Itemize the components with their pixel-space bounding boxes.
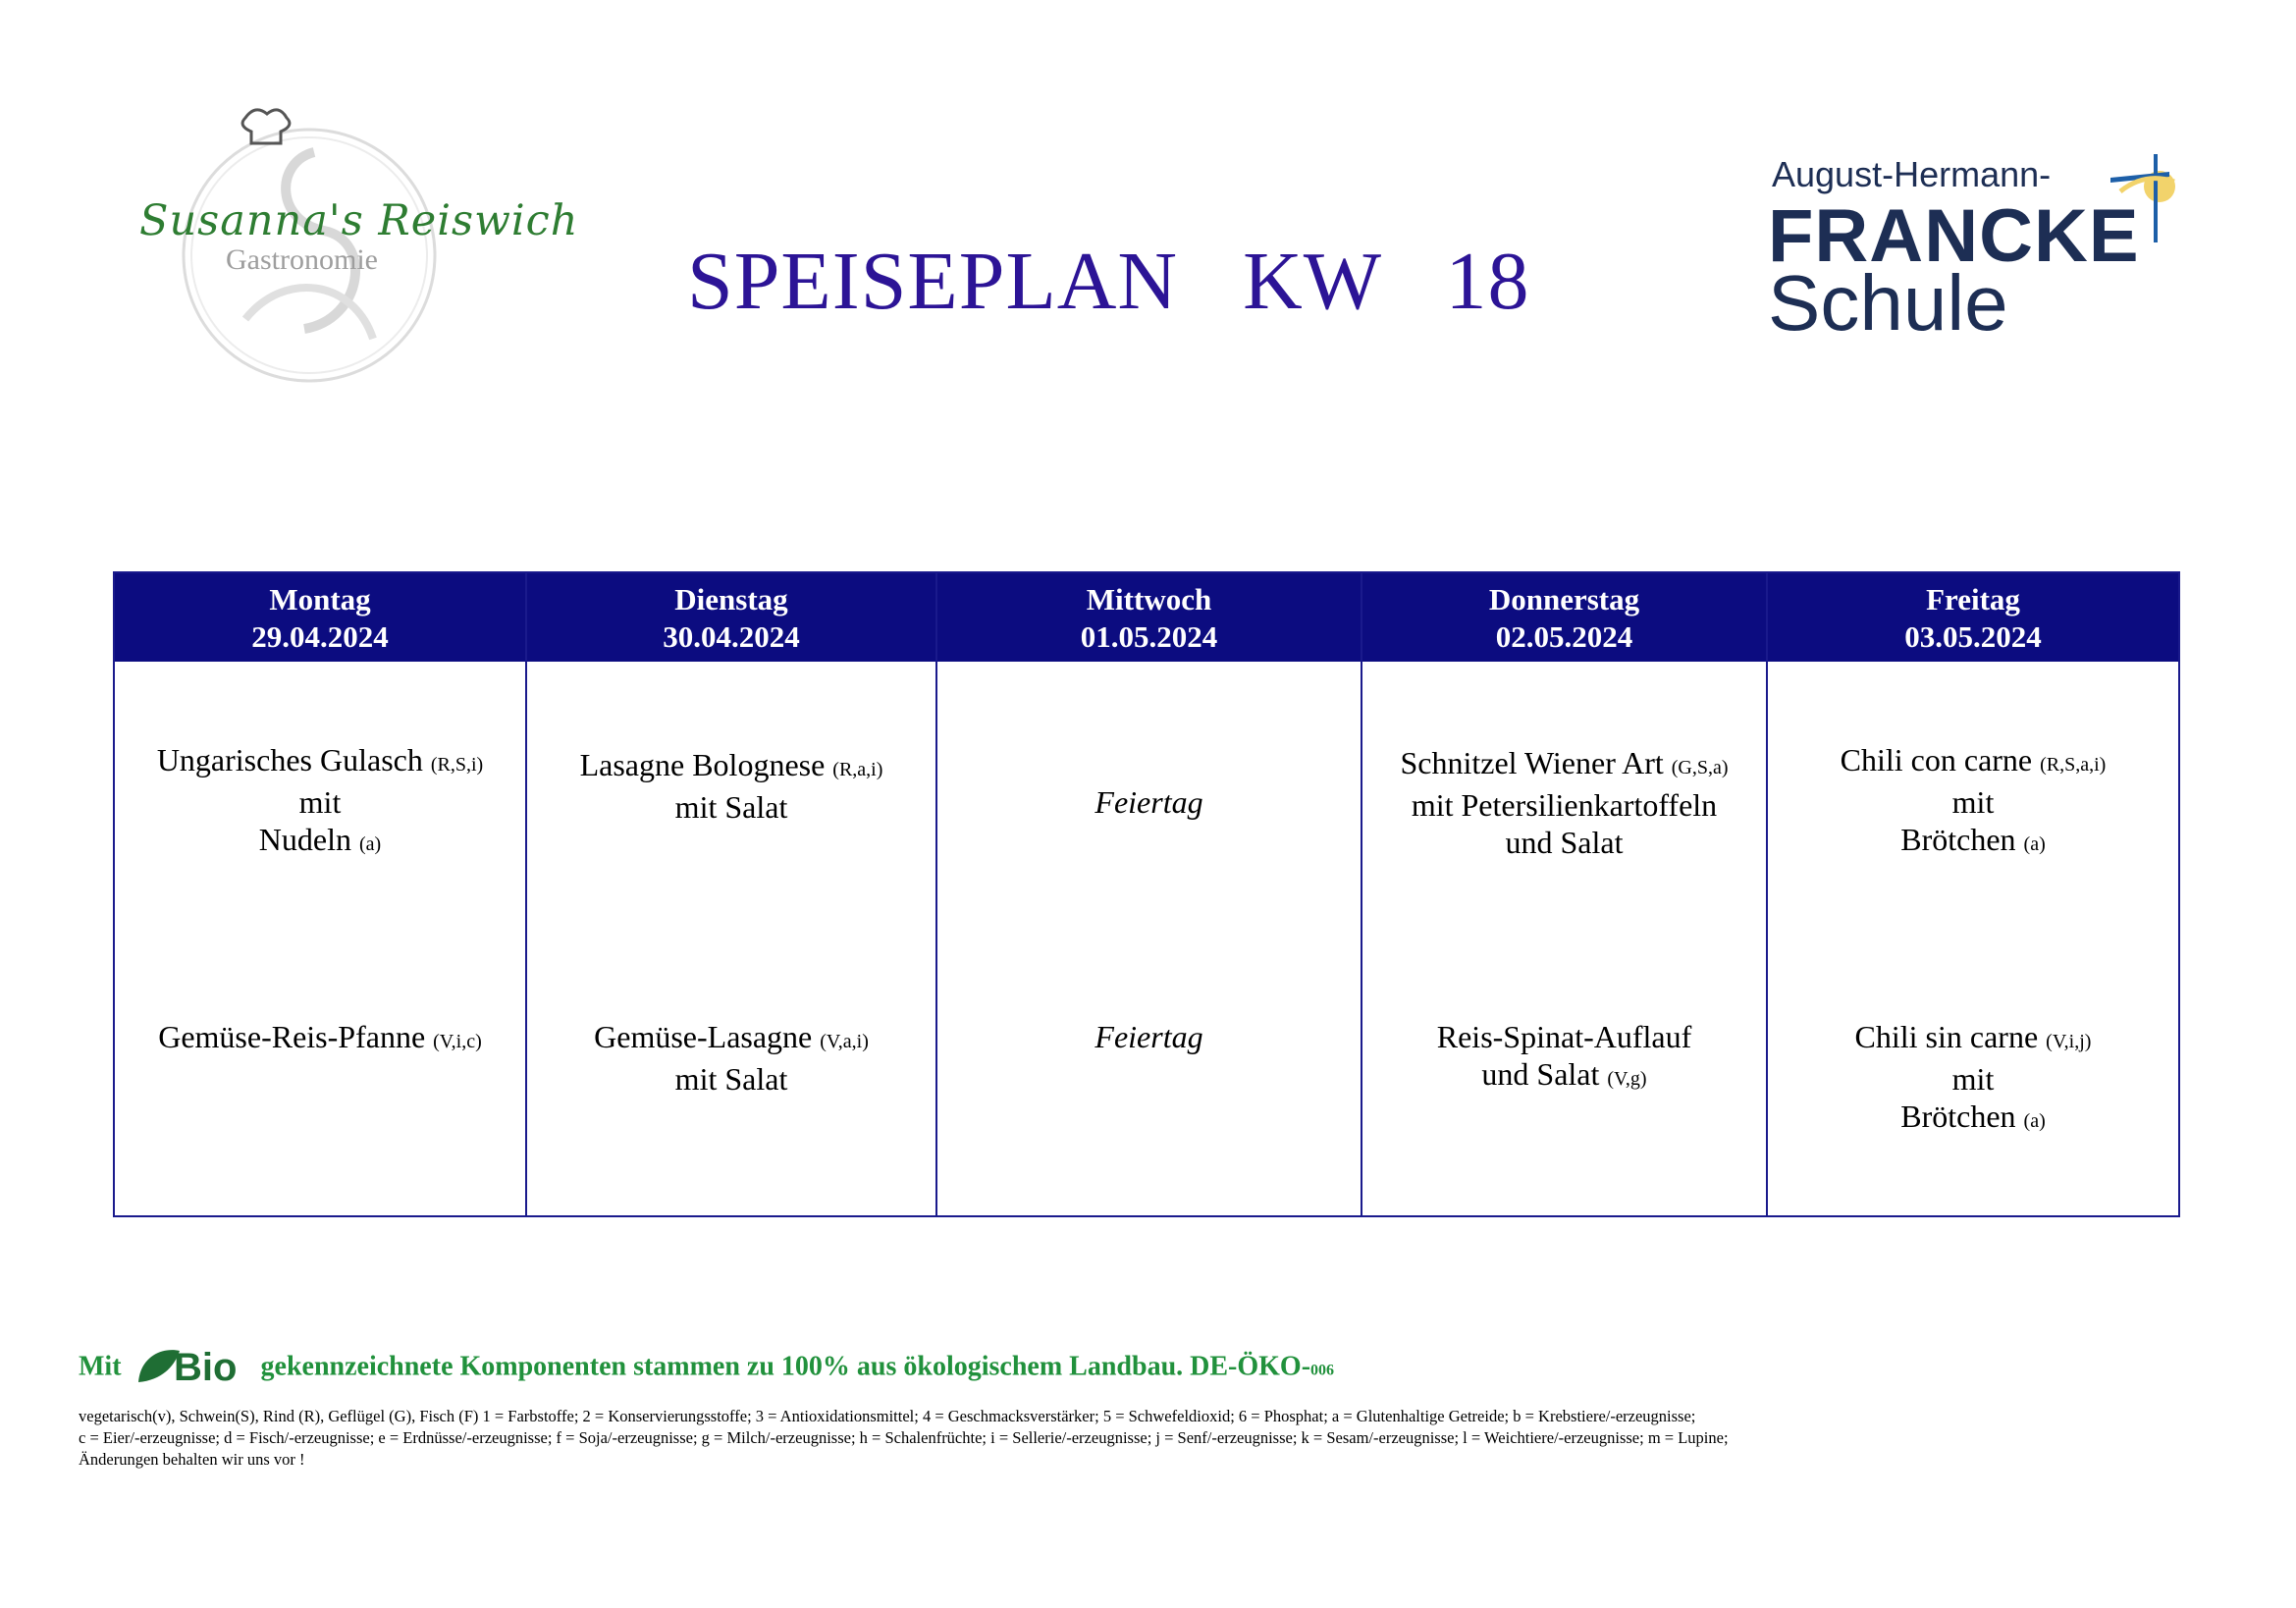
meal-text: Gemüse-Reis-Pfanne (158, 1019, 426, 1054)
allergen-legend (79, 1406, 1729, 1471)
meal-cell-wednesday (937, 662, 1362, 942)
day-name: Mittwoch (1086, 582, 1212, 616)
meal-text: Nudeln (258, 822, 351, 857)
legend-line: vegetarisch(v), Schwein(S), Rind (R), Geflügel (G), Fisch (F) 1 = Farbstoffe; 2 = Konservierungsstoffe; 3 = Antioxidationsmittel; 4 = Geschmacksverstärker; 5 = Schwefeldioxid; 6 = Phosphat; a = Glutenhaltige Getreide; b = Krebstiere/-erzeugnisse; (79, 1407, 1696, 1425)
meal-cell-monday (115, 662, 527, 942)
meal-text: Brötchen (1900, 822, 2016, 857)
allergen-code: (a) (359, 833, 382, 855)
bio-logo-text: Bio (173, 1346, 237, 1386)
allergen-code: (R,S,i) (430, 754, 484, 776)
header-day-wednesday (937, 573, 1362, 662)
header-day-tuesday (527, 573, 937, 662)
meal-text: mit (1951, 1061, 1995, 1097)
meal-cell-monday (115, 942, 527, 1217)
bio-code: 006 (1310, 1362, 1335, 1379)
meal-cell-tuesday (527, 662, 937, 942)
day-name: Freitag (1926, 582, 2020, 616)
day-date: 03.05.2024 (1904, 619, 2042, 654)
meal-cell-tuesday (527, 942, 937, 1217)
bio-prefix: Mit (79, 1351, 122, 1382)
meal-cell-thursday (1362, 662, 1768, 942)
day-date: 01.05.2024 (1080, 619, 1218, 654)
bio-text: gekennzeichnete Komponenten stammen zu 100% aus ökologischem Landbau. DE-ÖKO- (260, 1351, 1311, 1382)
day-name: Dienstag (674, 582, 788, 616)
francke-schule-logo (1768, 152, 2204, 347)
day-date: 30.04.2024 (663, 619, 800, 654)
logo-sub-text: Gastronomie (226, 243, 378, 276)
bio-notice (79, 1343, 1334, 1394)
allergen-code: (V,a,i) (820, 1031, 869, 1052)
allergen-code: (V,g) (1607, 1068, 1647, 1090)
day-date: 29.04.2024 (251, 619, 389, 654)
page-title: SPEISEPLAN KW 18 (687, 236, 1530, 327)
meal-text: Lasagne Bolognese (579, 747, 826, 782)
allergen-code: (V,i,c) (433, 1031, 482, 1052)
logo-brand-text: Susanna's Reiswich (139, 196, 579, 245)
meal-text: Brötchen (1900, 1099, 2016, 1134)
meal-cell-friday (1768, 942, 2178, 1217)
meal-text: und Salat (1505, 824, 1624, 860)
meal-text: und Salat (1481, 1056, 1600, 1092)
legend-line: c = Eier/-erzeugnisse; d = Fisch/-erzeugnisse; e = Erdnüsse/-erzeugnisse; f = Soja/-erzeugnisse; g = Milch/-erzeugnisse; h = Schalenfrüchte; i = Sellerie/-erzeugnisse; j = Senf/-erzeugnisse; k = Sesam/-erzeugnisse; l = Weichtiere/-erzeugnisse; m = Lupine; (79, 1428, 1729, 1447)
holiday-text: Feiertag (1095, 1019, 1203, 1054)
legend-line: Änderungen behalten wir uns vor ! (79, 1450, 305, 1469)
header-day-thursday (1362, 573, 1768, 662)
allergen-code: (R,S,a,i) (2040, 754, 2107, 776)
header-day-monday (115, 573, 527, 662)
day-name: Montag (269, 582, 371, 616)
menu-table (113, 571, 2180, 1217)
meal-text: Chili con carne (1840, 742, 2033, 777)
meal-text: Gemüse-Lasagne (594, 1019, 813, 1054)
day-name: Donnerstag (1488, 582, 1640, 616)
meal-row-2 (115, 942, 2178, 1217)
meal-text: mit Petersilienkartoffeln (1411, 786, 1718, 823)
allergen-code: (R,a,i) (832, 759, 883, 780)
meal-text: Schnitzel Wiener Art (1400, 744, 1664, 780)
meal-text: mit (298, 784, 342, 820)
meal-cell-thursday (1362, 942, 1768, 1217)
cross-emblem-icon (2110, 152, 2189, 270)
meal-text: mit Salat (674, 1061, 788, 1097)
school-name-line3: Schule (1768, 259, 2008, 347)
meal-text: Chili sin carne (1854, 1019, 2039, 1054)
allergen-code: (G,S,a) (1671, 756, 1729, 778)
meal-cell-friday (1768, 662, 2178, 942)
meal-text: mit (1951, 784, 1995, 820)
day-date: 02.05.2024 (1495, 619, 1633, 654)
menu-header-row (115, 573, 2178, 662)
meal-text: Reis-Spinat-Auflauf (1436, 1019, 1692, 1054)
header-day-friday (1768, 573, 2178, 662)
meal-row-1 (115, 662, 2178, 942)
bio-leaf-logo (134, 1343, 242, 1394)
holiday-text: Feiertag (1095, 784, 1203, 820)
meal-cell-wednesday (937, 942, 1362, 1217)
meal-text: mit Salat (674, 789, 788, 825)
allergen-code: (a) (2023, 833, 2046, 855)
school-name-line1: August-Hermann- (1772, 154, 2052, 194)
school-name-line2: FRANCKE (1768, 194, 2140, 278)
allergen-code: (V,i,j) (2046, 1031, 2092, 1052)
allergen-code: (a) (2023, 1110, 2046, 1132)
susannas-reiswich-logo (128, 93, 579, 388)
meal-text: Ungarisches Gulasch (156, 742, 423, 777)
